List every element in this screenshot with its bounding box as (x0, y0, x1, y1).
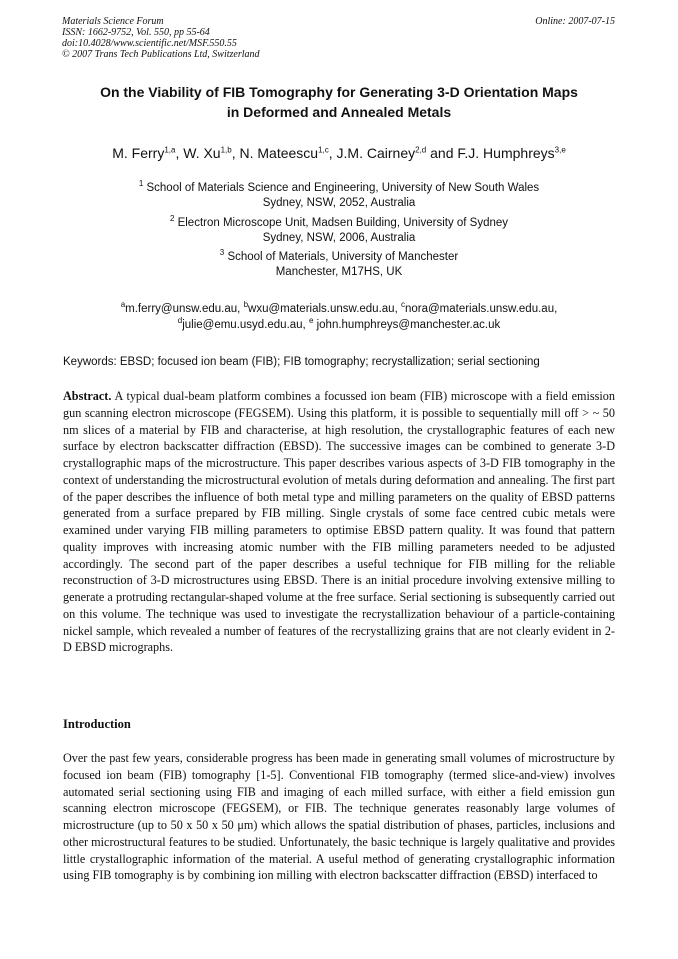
author-1: M. Ferry (112, 145, 165, 161)
email-a: m.ferry@unsw.edu.au, (125, 303, 244, 315)
author-list (40, 144, 638, 162)
affiliation-1 (50, 181, 628, 211)
author-2: , W. Xu (175, 145, 221, 161)
affiliation-1-institution: School of Materials Science and Engineering, University of New South Wales (143, 182, 540, 194)
affiliation-3-institution: School of Materials, University of Manchester (224, 251, 459, 263)
affiliation-2-line-2: Sydney, NSW, 2006, Australia (262, 232, 416, 244)
author-5: and F.J. Humphreys (426, 145, 555, 161)
email-d-marker: d (177, 316, 183, 326)
author-3: , N. Mateescu (231, 145, 319, 161)
author-emails (40, 301, 638, 333)
author-4-affil: 2,d (415, 145, 427, 155)
abstract-label: Abstract. (63, 389, 112, 403)
affiliation-2-line-1 (50, 216, 628, 231)
abstract (63, 388, 615, 656)
author-5-affil: 3,e (554, 145, 566, 155)
affiliation-3 (50, 250, 628, 280)
email-c-marker: c (400, 300, 405, 310)
title-line-1: On the Viability of FIB Tomography for Generating 3-D Orientation Maps (100, 84, 578, 100)
journal-header (62, 16, 260, 60)
email-c: nora@materials.unsw.edu.au, (404, 303, 558, 315)
author-3-affil: 1,c (318, 145, 329, 155)
author-4: , J.M. Cairney (328, 145, 416, 161)
author-1-affil: 1,a (164, 145, 176, 155)
paper-title (50, 82, 628, 122)
issn-line: ISSN: 1662-9752, Vol. 550, pp 55-64 (62, 27, 210, 38)
affiliation-3-number: 3 (219, 248, 225, 258)
section-heading-introduction: Introduction (63, 717, 131, 731)
affiliation-1-number: 1 (138, 179, 144, 189)
doi-line: doi:10.4028/www.scientific.net/MSF.550.55 (62, 38, 237, 49)
email-e: john.humphreys@manchester.ac.uk (313, 319, 501, 331)
copyright-line: © 2007 Trans Tech Publications Ltd, Switzerland (62, 49, 260, 60)
email-b: wxu@materials.unsw.edu.au, (248, 303, 401, 315)
affiliation-3-line-1 (50, 250, 628, 265)
journal-name: Materials Science Forum (62, 16, 164, 27)
online-date: Online: 2007-07-15 (535, 16, 615, 27)
author-2-affil: 1,b (220, 145, 232, 155)
abstract-text: A typical dual-beam platform combines a focussed ion beam (FIB) microscope with a field emission gun scanning electron microscope (FEGSEM). Using this platform, it is possible to sequentially mill off > ~ 50 nm slices of a material by FIB and characterise, at high resolution, the crystallographic features of each new surface by electron backscatter diffraction (EBSD). The successive images can be combined to generate 3-D crystallographic maps of the microstructure. This paper describes various aspects of 3-D FIB tomography in the context of understanding the microstructural evolution of metals during deformation and annealing. The first part of the paper describes the influence of both metal type and milling parameters on the quality of EBSD patterns generated from a surface prepared by FIB milling. Single crystals of some face centred cubic metals were examined under varying FIB milling parameters to optimise EBSD pattern quality. It was found that pattern quality improves with increasing atomic number with the FIB milling parameters needed to be adjusted accordingly. The second part of the paper describes a useful technique for FIB milling for the reliable reconstruction of 3-D microstructures using EBSD. There is an initial procedure involving extensive milling to generate a protruding rectangular-shaped volume at the free surface. Serial sectioning is subsequently carried out on this volume. The technique was used to investigate the recrystallization behaviour of a particle-containing nickel sample, which revealed a number of features of the recrystallizing grains that are not clearly evident in 2-D EBSD micrographs. (63, 389, 615, 655)
email-e-marker: e (308, 316, 314, 326)
affiliation-3-line-2: Manchester, M17HS, UK (275, 266, 403, 278)
title-line-2: in Deformed and Annealed Metals (226, 104, 452, 120)
emails-line-1 (40, 301, 638, 317)
affiliation-1-line-1 (50, 181, 628, 196)
introduction-paragraph: Over the past few years, considerable progress has been made in generating small volumes of microstructure by focused ion beam (FIB) tomography [1-5]. Conventional FIB tomography (termed slice-and-view) involves automated serial sectioning using FIB and imaging of each milled surface, with either a field emission gun scanning electron microscope (FEGSEM), or FIB. The technique generates reasonably large volumes of microstructure (up to 50 x 50 x 50 μm) which allows the spatial distribution of phases, particles, inclusions and other microstructural features to be studied. Unfortunately, the basic technique is largely qualitative and provides little crystallographic information of the material. A useful method of generating crystallographic information using FIB tomography is by combining ion milling with electron backscatter diffraction (EBSD) interfaced to (63, 751, 615, 883)
email-a-marker: a (120, 300, 126, 310)
emails-line-2 (40, 317, 638, 333)
affiliation-2-number: 2 (169, 214, 175, 224)
affiliation-2-institution: Electron Microscope Unit, Madsen Building, University of Sydney (174, 217, 509, 229)
keywords: Keywords: EBSD; focused ion beam (FIB); FIB tomography; recrystallization; serial sectioning (63, 356, 540, 368)
email-d: julie@emu.usyd.edu.au, (182, 319, 309, 331)
affiliation-1-line-2: Sydney, NSW, 2052, Australia (262, 197, 416, 209)
affiliation-2 (50, 216, 628, 246)
email-b-marker: b (243, 300, 249, 310)
